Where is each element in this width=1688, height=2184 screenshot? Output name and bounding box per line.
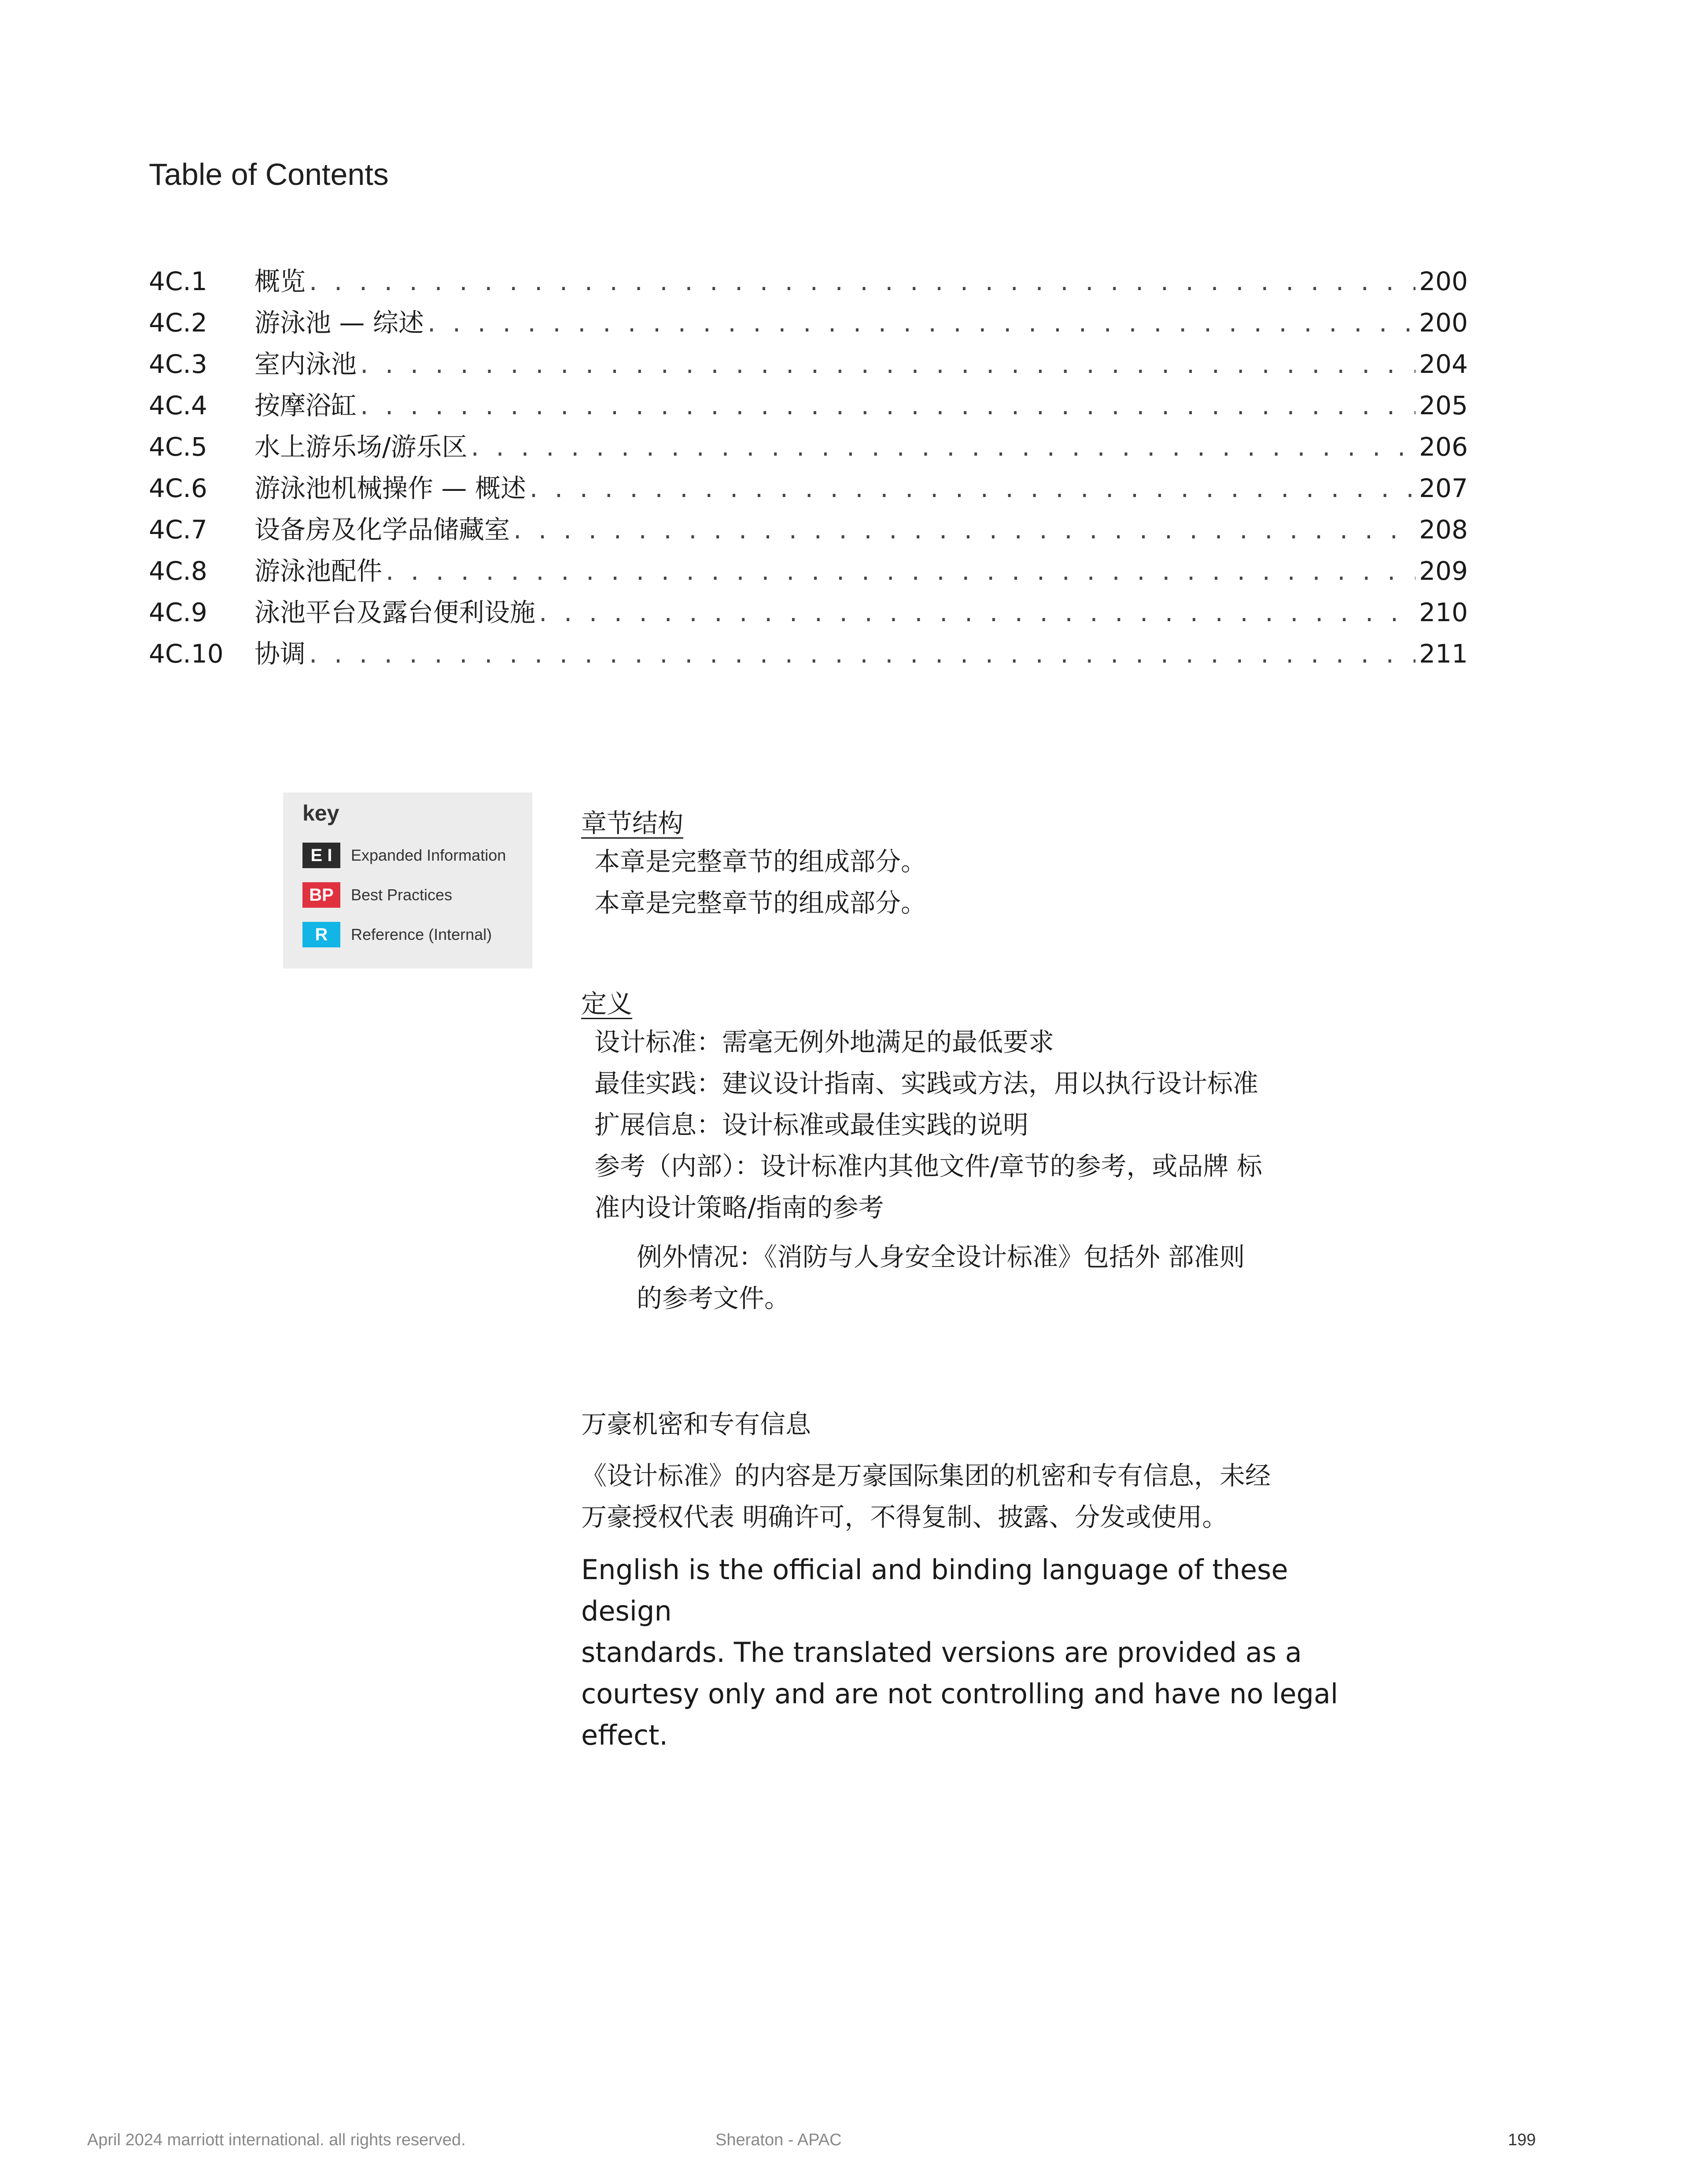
key-title: key xyxy=(302,801,339,825)
key-item-reference-internal xyxy=(302,915,532,954)
footer-page-number: 199 xyxy=(1508,2131,1536,2149)
confidential-en-line: standards. The translated versions are provided as a xyxy=(581,1636,1302,1668)
toc-leader-dots xyxy=(428,302,1415,343)
chapter-structure-line: 本章是完整章节的组成部分。 xyxy=(594,888,927,918)
toc-entry-label: 游泳池 — 综述 xyxy=(254,308,424,338)
key-legend xyxy=(283,792,532,969)
toc-title: Table of Contents xyxy=(149,157,389,192)
chapter-structure-line: 本章是完整章节的组成部分。 xyxy=(594,847,927,877)
definitions-section xyxy=(581,986,1338,1319)
toc-leader-dots xyxy=(360,343,1415,385)
footer-copyright: April 2024 marriott international. all rights reserved. xyxy=(87,2131,466,2149)
toc-entry-page: 209 xyxy=(1419,556,1468,586)
definition-line: 设计标准：需毫无例外地满足的最低要求 xyxy=(594,1027,1054,1057)
toc-leader-dots xyxy=(309,633,1415,674)
chapter-structure-heading: 章节结构 xyxy=(581,808,684,838)
toc-leader-dots xyxy=(309,261,1415,302)
toc-entry-page: 207 xyxy=(1419,473,1468,503)
chapter-structure-section xyxy=(581,806,1338,924)
toc-entry[interactable] xyxy=(149,633,1468,674)
toc-entry-number: 4C.1 xyxy=(149,266,207,296)
toc-entry-number: 4C.5 xyxy=(149,432,207,462)
key-item-label: Expanded Information xyxy=(351,846,506,864)
toc-entry[interactable] xyxy=(149,261,1468,302)
toc-entry-number: 4C.3 xyxy=(149,349,207,379)
key-badge: E I xyxy=(302,843,340,868)
toc-entry[interactable] xyxy=(149,343,1468,385)
confidential-heading: 万豪机密和专有信息 xyxy=(581,1409,811,1439)
toc-leader-dots xyxy=(530,468,1415,509)
key-item-expanded-information xyxy=(302,836,532,875)
confidential-en-line: English is the official and binding language of these design xyxy=(581,1554,1288,1627)
confidential-section xyxy=(581,1407,1338,1756)
toc-entry[interactable] xyxy=(149,426,1468,468)
toc-entry-page: 205 xyxy=(1419,390,1468,420)
toc-entry[interactable] xyxy=(149,509,1468,550)
toc-entry-number: 4C.6 xyxy=(149,473,207,503)
key-item-label: Reference (Internal) xyxy=(351,925,492,943)
toc-leader-dots xyxy=(513,509,1415,550)
key-badge: BP xyxy=(302,882,340,908)
toc-entry[interactable] xyxy=(149,592,1468,633)
toc-entry-number: 4C.8 xyxy=(149,556,207,586)
definition-line: 参考（内部）：设计标准内其他文件/章节的参考，或品牌 标 xyxy=(594,1151,1262,1181)
toc-entry-page: 200 xyxy=(1419,266,1468,296)
toc-entry-label: 游泳池机械操作 — 概述 xyxy=(254,473,526,503)
toc-entry-label: 设备房及化学品储藏室 xyxy=(254,515,510,545)
toc-entry-number: 4C.9 xyxy=(149,597,207,627)
toc-entry[interactable] xyxy=(149,302,1468,343)
toc-entry[interactable] xyxy=(149,468,1468,509)
toc-entry-label: 游泳池配件 xyxy=(254,556,383,586)
toc-entry-page: 206 xyxy=(1419,432,1468,462)
confidential-cn-line: 《设计标准》的内容是万豪国际集团的机密和专有信息，未经 xyxy=(581,1461,1271,1491)
toc-entry-label: 协调 xyxy=(254,639,306,669)
toc-entry-label: 室内泳池 xyxy=(254,349,357,379)
toc-entry-page: 210 xyxy=(1419,597,1468,627)
toc-entry-page: 204 xyxy=(1419,349,1468,379)
footer-brand: Sheraton - APAC xyxy=(715,2131,842,2149)
toc-entry-page: 200 xyxy=(1419,308,1468,338)
toc-entry[interactable] xyxy=(149,385,1468,426)
definition-line: 最佳实践：建议设计指南、实践或方法，用以执行设计标准 xyxy=(594,1068,1259,1098)
toc-entry[interactable] xyxy=(149,550,1468,592)
toc-entry-number: 4C.2 xyxy=(149,308,207,338)
confidential-en-line: courtesy only and are not controlling and have no legal xyxy=(581,1678,1338,1710)
key-badge: R xyxy=(302,922,340,947)
toc-entry-label: 概览 xyxy=(254,266,306,296)
toc-entry-label: 泳池平台及露台便利设施 xyxy=(254,597,536,627)
toc-entry-label: 按摩浴缸 xyxy=(254,390,357,420)
definitions-heading: 定义 xyxy=(581,989,633,1019)
toc-leader-dots xyxy=(539,592,1415,633)
definition-line: 准内设计策略/指南的参考 xyxy=(594,1193,884,1223)
toc-leader-dots xyxy=(360,385,1415,426)
exception-line: 例外情况：《消防与人身安全设计标准》包括外 部准则 xyxy=(637,1242,1245,1272)
confidential-cn-line: 万豪授权代表 明确许可，不得复制、披露、分发或使用。 xyxy=(581,1502,1228,1532)
toc-entry-number: 4C.10 xyxy=(149,639,224,669)
toc-list xyxy=(149,261,1468,674)
toc-entry-label: 水上游乐场/游乐区 xyxy=(254,432,468,462)
toc-entry-page: 208 xyxy=(1419,515,1468,545)
toc-leader-dots xyxy=(386,550,1415,592)
exception-line: 的参考文件。 xyxy=(637,1283,790,1313)
toc-entry-page: 211 xyxy=(1419,639,1468,669)
key-item-best-practices xyxy=(302,875,532,915)
confidential-en-line: effect. xyxy=(581,1719,668,1751)
key-item-label: Best Practices xyxy=(351,886,453,904)
toc-entry-number: 4C.7 xyxy=(149,515,207,545)
toc-leader-dots xyxy=(471,426,1416,468)
definition-line: 扩展信息：设计标准或最佳实践的说明 xyxy=(594,1110,1029,1140)
toc-entry-number: 4C.4 xyxy=(149,390,207,420)
